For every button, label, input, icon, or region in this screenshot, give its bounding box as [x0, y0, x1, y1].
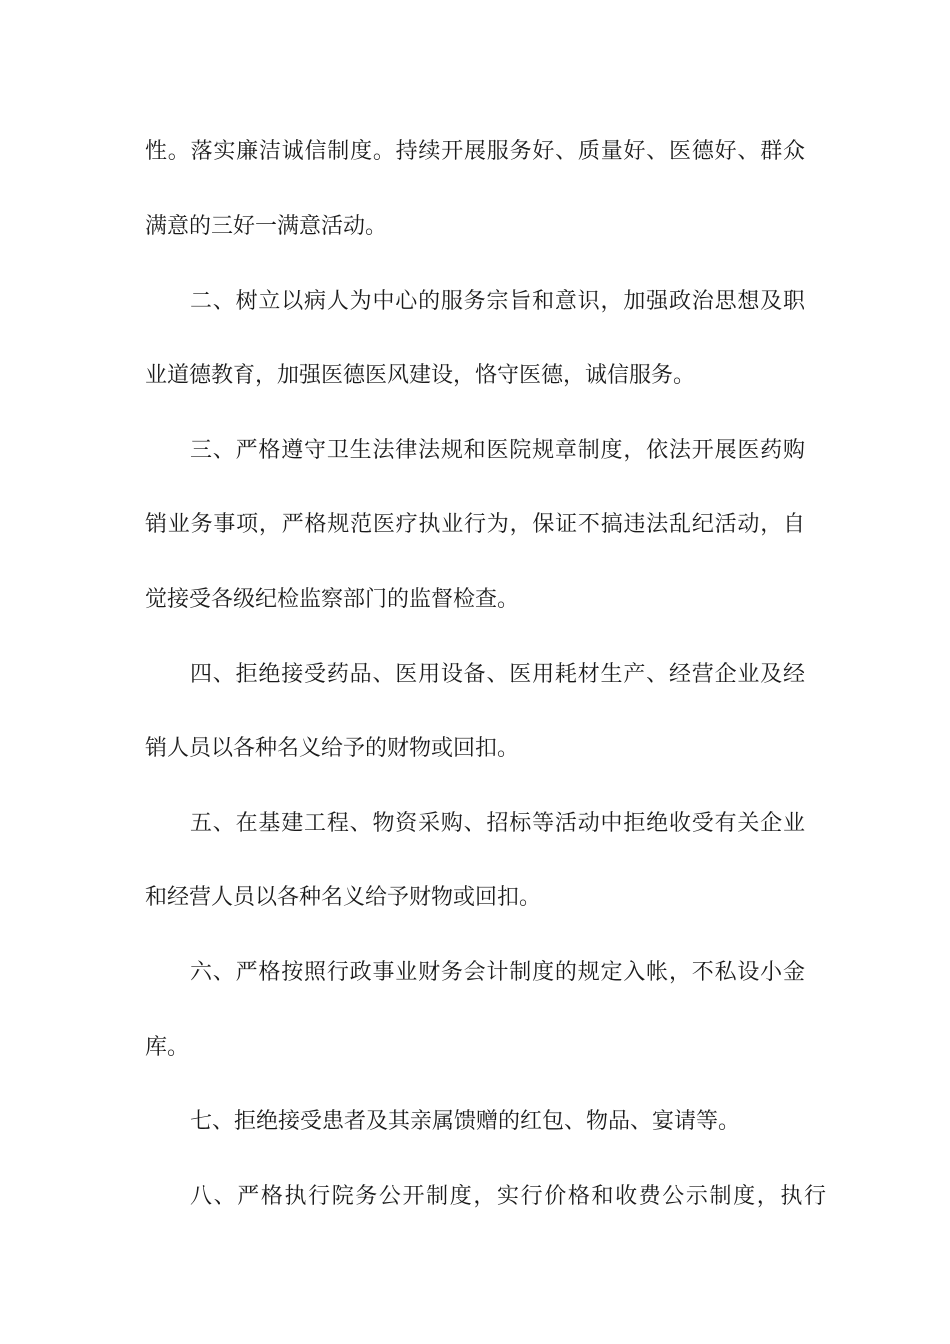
- text-line: 销人员以各种名义给予的财物或回扣。: [145, 736, 520, 761]
- text-line: 三、严格遵守卫生法律法规和医院规章制度，依法开展医药购: [190, 438, 805, 463]
- text-line: 销业务事项，严格规范医疗执业行为，保证不搞违法乱纪活动，自: [145, 512, 805, 537]
- text-line: 和经营人员以各种名义给予财物或回扣。: [145, 885, 542, 910]
- text-line: 库。: [145, 1035, 190, 1060]
- text-line: 五、在基建工程、物资采购、招标等活动中拒绝收受有关企业: [190, 811, 805, 836]
- text-line: 满意的三好一满意活动。: [145, 214, 388, 239]
- text-line: 觉接受各级纪检监察部门的监督检查。: [145, 587, 520, 612]
- text-line: 四、拒绝接受药品、医用设备、医用耗材生产、经营企业及经: [190, 662, 805, 687]
- text-line: 七、拒绝接受患者及其亲属馈赠的红包、物品、宴请等。: [190, 1109, 741, 1134]
- text-line: 六、严格按照行政事业财务会计制度的规定入帐，不私设小金: [190, 960, 805, 985]
- text-line: 业道德教育，加强医德医风建设，恪守医德，诚信服务。: [145, 363, 696, 388]
- text-line: 二、树立以病人为中心的服务宗旨和意识，加强政治思想及职: [190, 289, 805, 314]
- text-line: 八、严格执行院务公开制度，实行价格和收费公示制度，执行: [190, 1184, 826, 1209]
- text-line: 性。落实廉洁诚信制度。持续开展服务好、质量好、医德好、群众: [145, 139, 805, 164]
